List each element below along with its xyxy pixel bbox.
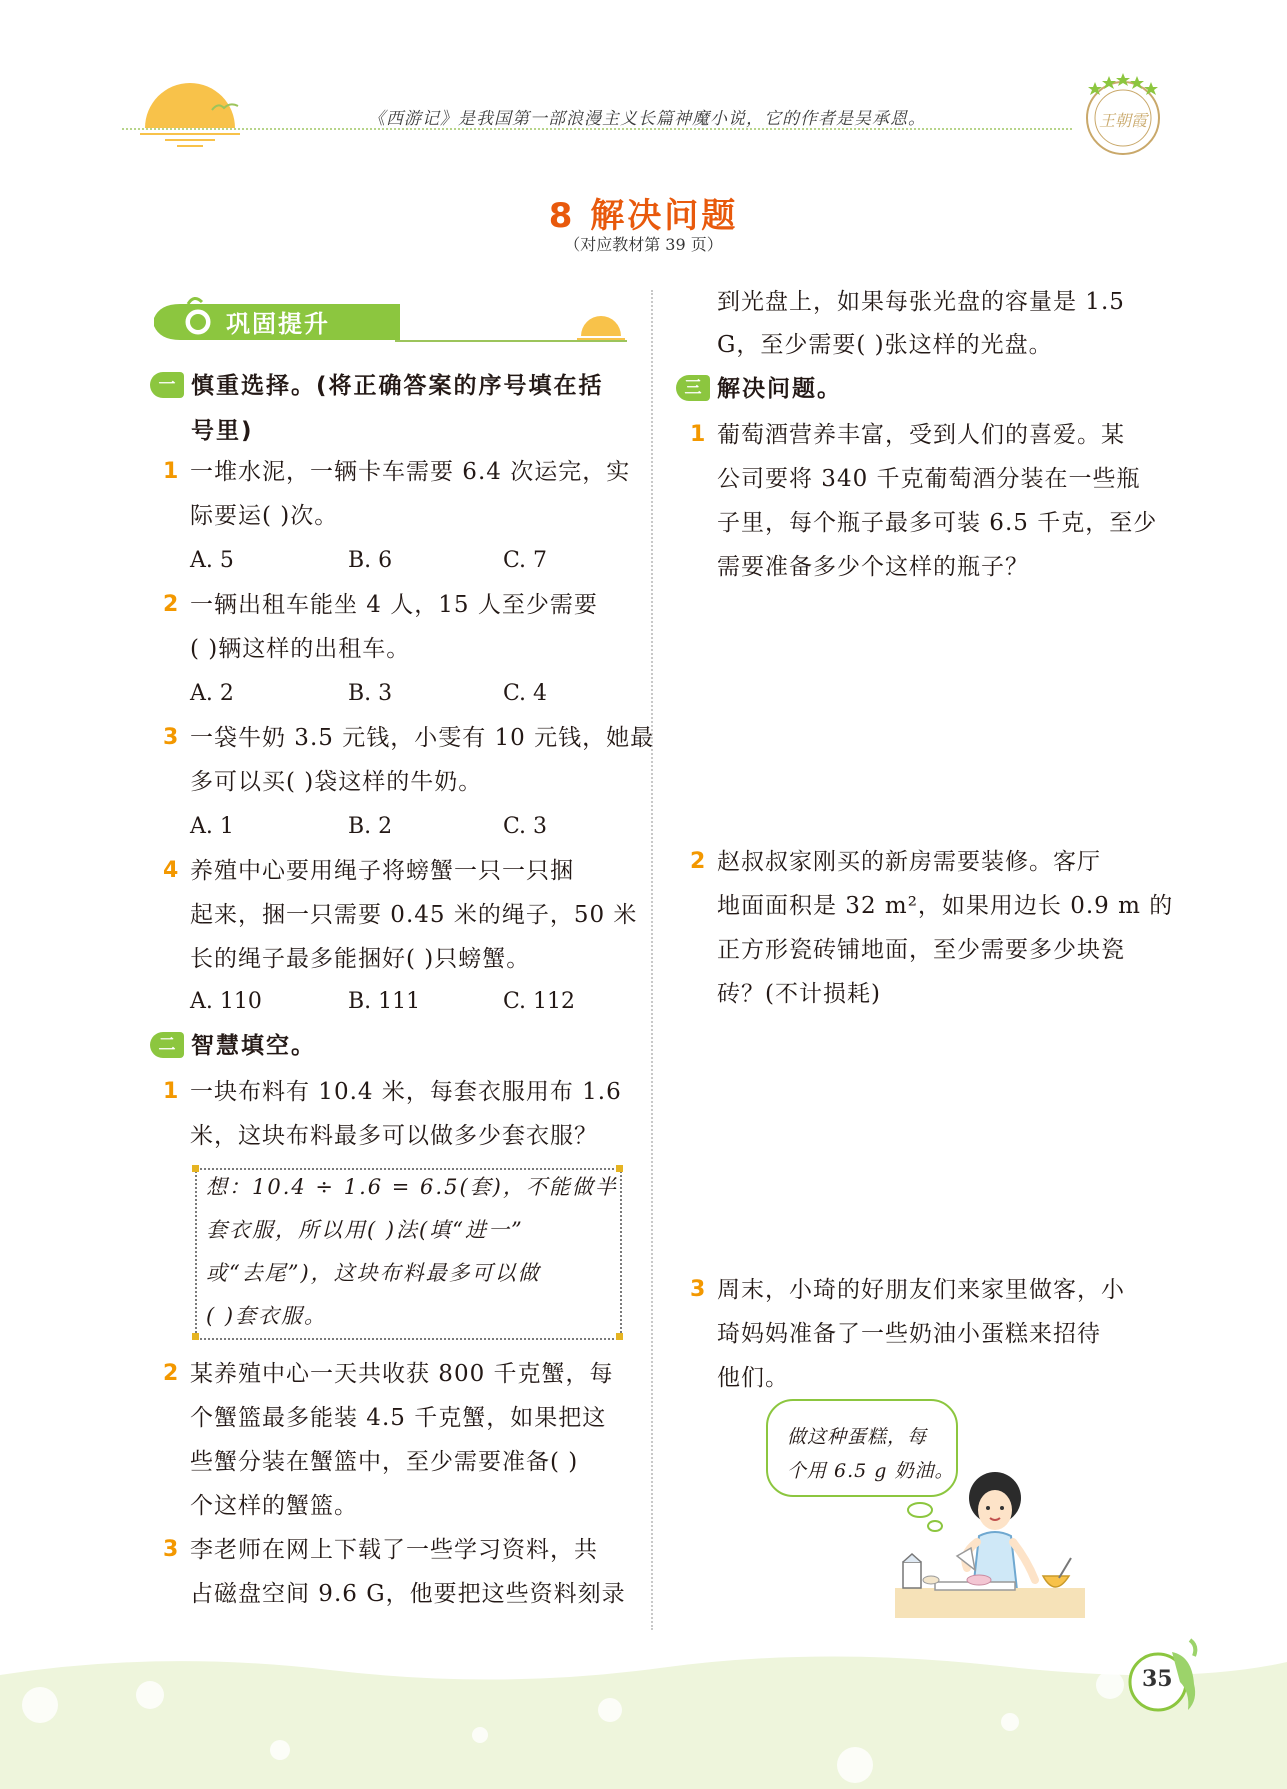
section-3-title: 解决问题。: [717, 376, 842, 402]
question-number: 2: [163, 592, 179, 617]
hint-box-corner: [192, 1165, 199, 1172]
question-text: 正方形瓷砖铺地面，至少需要多少块瓷: [717, 937, 1125, 963]
question-text: 砖？(不计损耗): [717, 981, 881, 1007]
bubble-text: 做这种蛋糕，每: [787, 1426, 928, 1448]
hint-text: ( )套衣服。: [206, 1304, 328, 1328]
question-number: 3: [163, 1537, 179, 1562]
mother-baking-illustration: [895, 1470, 1085, 1620]
question-text: 起来，捆一只需要 0.45 米的绳子，50 米: [190, 902, 638, 928]
section-badge-3: 三: [676, 375, 710, 401]
question-text: 一辆出租车能坐 4 人，15 人至少需要: [190, 592, 598, 618]
question-text: 养殖中心要用绳子将螃蟹一只一只捆: [190, 858, 574, 884]
question-text: 一袋牛奶 3.5 元钱，小雯有 10 元钱，她最: [190, 725, 655, 751]
question-text: 多可以买( )袋这样的牛奶。: [190, 769, 483, 795]
question-text: 长的绳子最多能捆好( )只螃蟹。: [190, 946, 531, 972]
question-text: 一块布料有 10.4 米，每套衣服用布 1.6: [190, 1079, 622, 1105]
section-2-title: 智慧填空。: [191, 1033, 316, 1059]
option-a[interactable]: A. 110: [190, 989, 262, 1014]
option-c[interactable]: C. 3: [503, 814, 548, 839]
question-text: 需要准备多少个这样的瓶子？: [717, 554, 1029, 580]
question-number: 1: [163, 1079, 179, 1104]
question-text: G，至少需要( )张这样的光盘。: [717, 332, 1053, 358]
hint-box-corner: [192, 1333, 199, 1340]
question-text: 个蟹篮最多能装 4.5 千克蟹，如果把这: [190, 1405, 607, 1431]
question-text: 公司要将 340 千克葡萄酒分装在一些瓶: [717, 466, 1141, 492]
bubble-text: 个用 6.5 g 奶油。: [787, 1460, 955, 1482]
question-number: 2: [690, 849, 706, 874]
header-quote: 《西游记》是我国第一部浪漫主义长篇神魔小说，它的作者是吴承恩。: [368, 109, 926, 129]
question-text: 李老师在网上下载了一些学习资料，共: [190, 1537, 598, 1563]
question-text: 际要运( )次。: [190, 503, 339, 529]
hint-text: 或“去尾”)，这块布料最多可以做: [206, 1261, 541, 1285]
question-text: 葡萄酒营养丰富，受到人们的喜爱。某: [717, 422, 1125, 448]
question-number: 3: [163, 725, 179, 750]
question-text: 琦妈妈准备了一些奶油小蛋糕来招待: [717, 1321, 1101, 1347]
question-number: 1: [163, 459, 179, 484]
section-1-title-cont: 号里): [191, 418, 254, 444]
section-badge-2: 二: [150, 1032, 184, 1058]
question-number: 2: [163, 1361, 179, 1386]
question-text: 米，这块布料最多可以做多少套衣服？: [190, 1123, 598, 1149]
option-a[interactable]: A. 5: [190, 548, 234, 573]
question-text: 子里，每个瓶子最多可装 6.5 千克，至少: [717, 510, 1158, 536]
question-text: 些蟹分装在蟹篮中，至少需要准备( ): [190, 1449, 579, 1475]
hint-text: 套衣服，所以用( )法(填“进一”: [206, 1218, 524, 1242]
section-banner-label: 巩固提升: [226, 310, 330, 338]
option-c[interactable]: C. 4: [503, 681, 548, 706]
section-badge-1: 一: [150, 372, 184, 398]
option-b[interactable]: B. 3: [348, 681, 393, 706]
question-text: 个这样的蟹篮。: [190, 1493, 358, 1519]
question-text: 一堆水泥，一辆卡车需要 6.4 次运完，实: [190, 459, 631, 485]
hint-box-corner: [616, 1333, 623, 1340]
option-b[interactable]: B. 2: [348, 814, 393, 839]
option-b[interactable]: B. 111: [348, 989, 421, 1014]
question-text: ( )辆这样的出租车。: [190, 636, 411, 662]
hint-text: 想：10.4 ÷ 1.6 = 6.5(套)，不能做半: [206, 1175, 618, 1199]
question-text: 占磁盘空间 9.6 G，他要把这些资料刻录: [190, 1581, 626, 1607]
option-a[interactable]: A. 1: [190, 814, 234, 839]
brand-logo: [1078, 70, 1168, 160]
question-text: 到光盘上，如果每张光盘的容量是 1.5: [717, 289, 1125, 315]
question-text: 周末，小琦的好朋友们来家里做客，小: [717, 1277, 1125, 1303]
page-subtitle: （对应教材第 39 页）: [564, 235, 723, 254]
question-text: 地面面积是 32 m²，如果用边长 0.9 m 的: [717, 893, 1174, 919]
footer-decoration: [0, 1640, 1287, 1789]
option-a[interactable]: A. 2: [190, 681, 234, 706]
option-c[interactable]: C. 112: [503, 989, 576, 1014]
column-divider: [651, 290, 653, 1630]
question-text: 他们。: [717, 1365, 789, 1391]
question-number: 1: [690, 422, 706, 447]
bird-icon: [210, 100, 240, 114]
question-number: 4: [163, 858, 179, 883]
small-sun-icon: [575, 308, 627, 344]
svg-text:王朝霞: 王朝霞: [1098, 111, 1148, 130]
page-title: 8 解决问题: [548, 196, 739, 236]
option-b[interactable]: B. 6: [348, 548, 393, 573]
question-number: 3: [690, 1277, 706, 1302]
page-number: 35: [1142, 1666, 1173, 1692]
option-c[interactable]: C. 7: [503, 548, 548, 573]
question-text: 赵叔叔家刚买的新房需要装修。客厅: [717, 849, 1101, 875]
question-text: 某养殖中心一天共收获 800 千克蟹，每: [190, 1361, 614, 1387]
section-1-title: 慎重选择。(将正确答案的序号填在括: [191, 373, 604, 399]
